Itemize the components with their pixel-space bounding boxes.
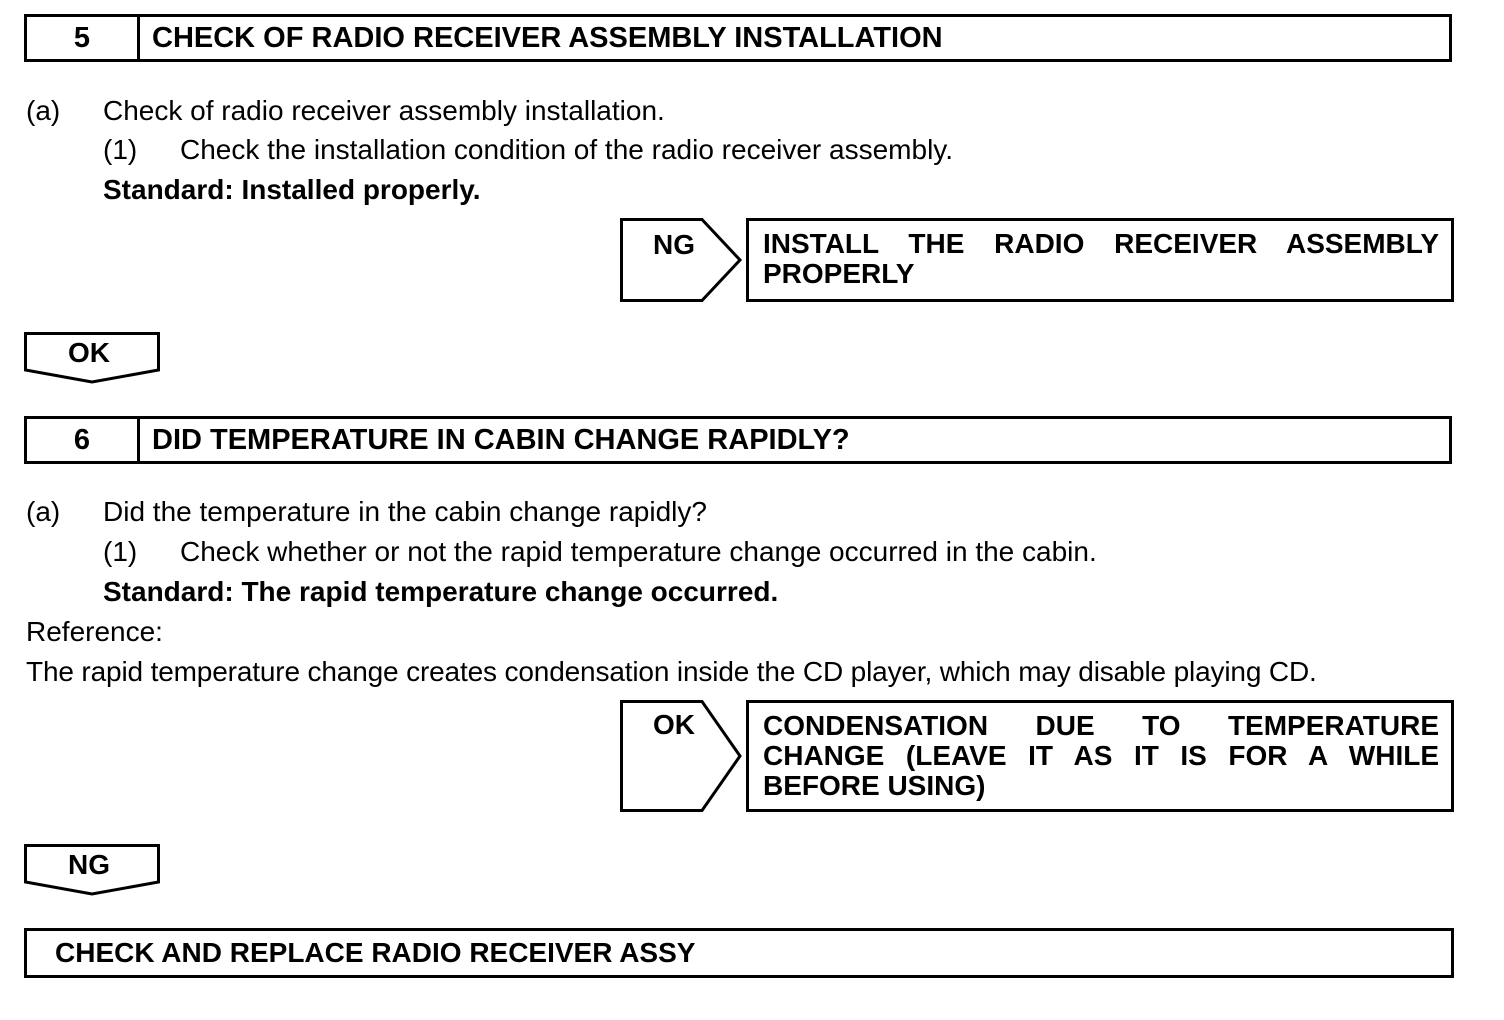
step-5-item-1-marker: (1) bbox=[103, 134, 138, 165]
step-5-ng-branch-arrow bbox=[620, 218, 744, 302]
step-5-ng-result-line-2: PROPERLY bbox=[763, 258, 915, 289]
step-6-item-1-text: Check whether or not the rapid temperature change occurred in the cabin. bbox=[180, 536, 1097, 567]
step-5-ok-down-arrow bbox=[24, 332, 160, 384]
step-6-title: DID TEMPERATURE IN CABIN CHANGE RAPIDLY? bbox=[152, 423, 850, 456]
step-6-number: 6 bbox=[27, 419, 140, 461]
step-6-ok-result-box bbox=[746, 700, 1454, 812]
step-5-ng-result-line-1: INSTALL THE RADIO RECEIVER ASSEMBLY bbox=[763, 228, 1439, 259]
step-6-reference-label: Reference: bbox=[26, 616, 163, 647]
step-6-reference-text: The rapid temperature change creates condensation inside the CD player, which may disable playing CD. bbox=[26, 656, 1317, 687]
step-5-number: 5 bbox=[27, 17, 140, 59]
step-6-item-a-text: Did the temperature in the cabin change rapidly? bbox=[103, 496, 707, 527]
final-action-box bbox=[24, 928, 1454, 978]
step-5-item-1-text: Check the installation condition of the radio receiver assembly. bbox=[180, 134, 953, 165]
step-5-ng-result-box bbox=[746, 218, 1454, 302]
final-action-text: CHECK AND REPLACE RADIO RECEIVER ASSY bbox=[55, 937, 696, 968]
step-6-ok-label: OK bbox=[653, 709, 695, 740]
step-6-standard: Standard: The rapid temperature change occurred. bbox=[103, 576, 779, 607]
step-6-item-a-marker: (a) bbox=[26, 496, 61, 527]
step-5-item-a-marker: (a) bbox=[26, 95, 61, 126]
step-6-item-1-marker: (1) bbox=[103, 536, 138, 567]
step-6-header bbox=[24, 416, 1452, 464]
step-6-ng-label: NG bbox=[68, 849, 110, 880]
step-6-ok-result-line-3: BEFORE USING) bbox=[763, 770, 986, 801]
step-6-ok-branch-arrow bbox=[620, 700, 744, 812]
step-5-title: CHECK OF RADIO RECEIVER ASSEMBLY INSTALLATION bbox=[152, 21, 943, 54]
step-5-item-a-text: Check of radio receiver assembly installation. bbox=[103, 95, 665, 126]
step-5-ng-label: NG bbox=[653, 229, 695, 260]
step-5-standard: Standard: Installed properly. bbox=[103, 174, 481, 205]
step-6-ok-result-line-2: CHANGE (LEAVE IT AS IT IS FOR A WHILE bbox=[763, 740, 1439, 771]
step-5-ok-label: OK bbox=[68, 337, 110, 368]
step-6-ng-down-arrow bbox=[24, 844, 160, 896]
step-5-header bbox=[24, 14, 1452, 62]
step-6-ok-result-line-1: CONDENSATION DUE TO TEMPERATURE bbox=[763, 710, 1439, 741]
